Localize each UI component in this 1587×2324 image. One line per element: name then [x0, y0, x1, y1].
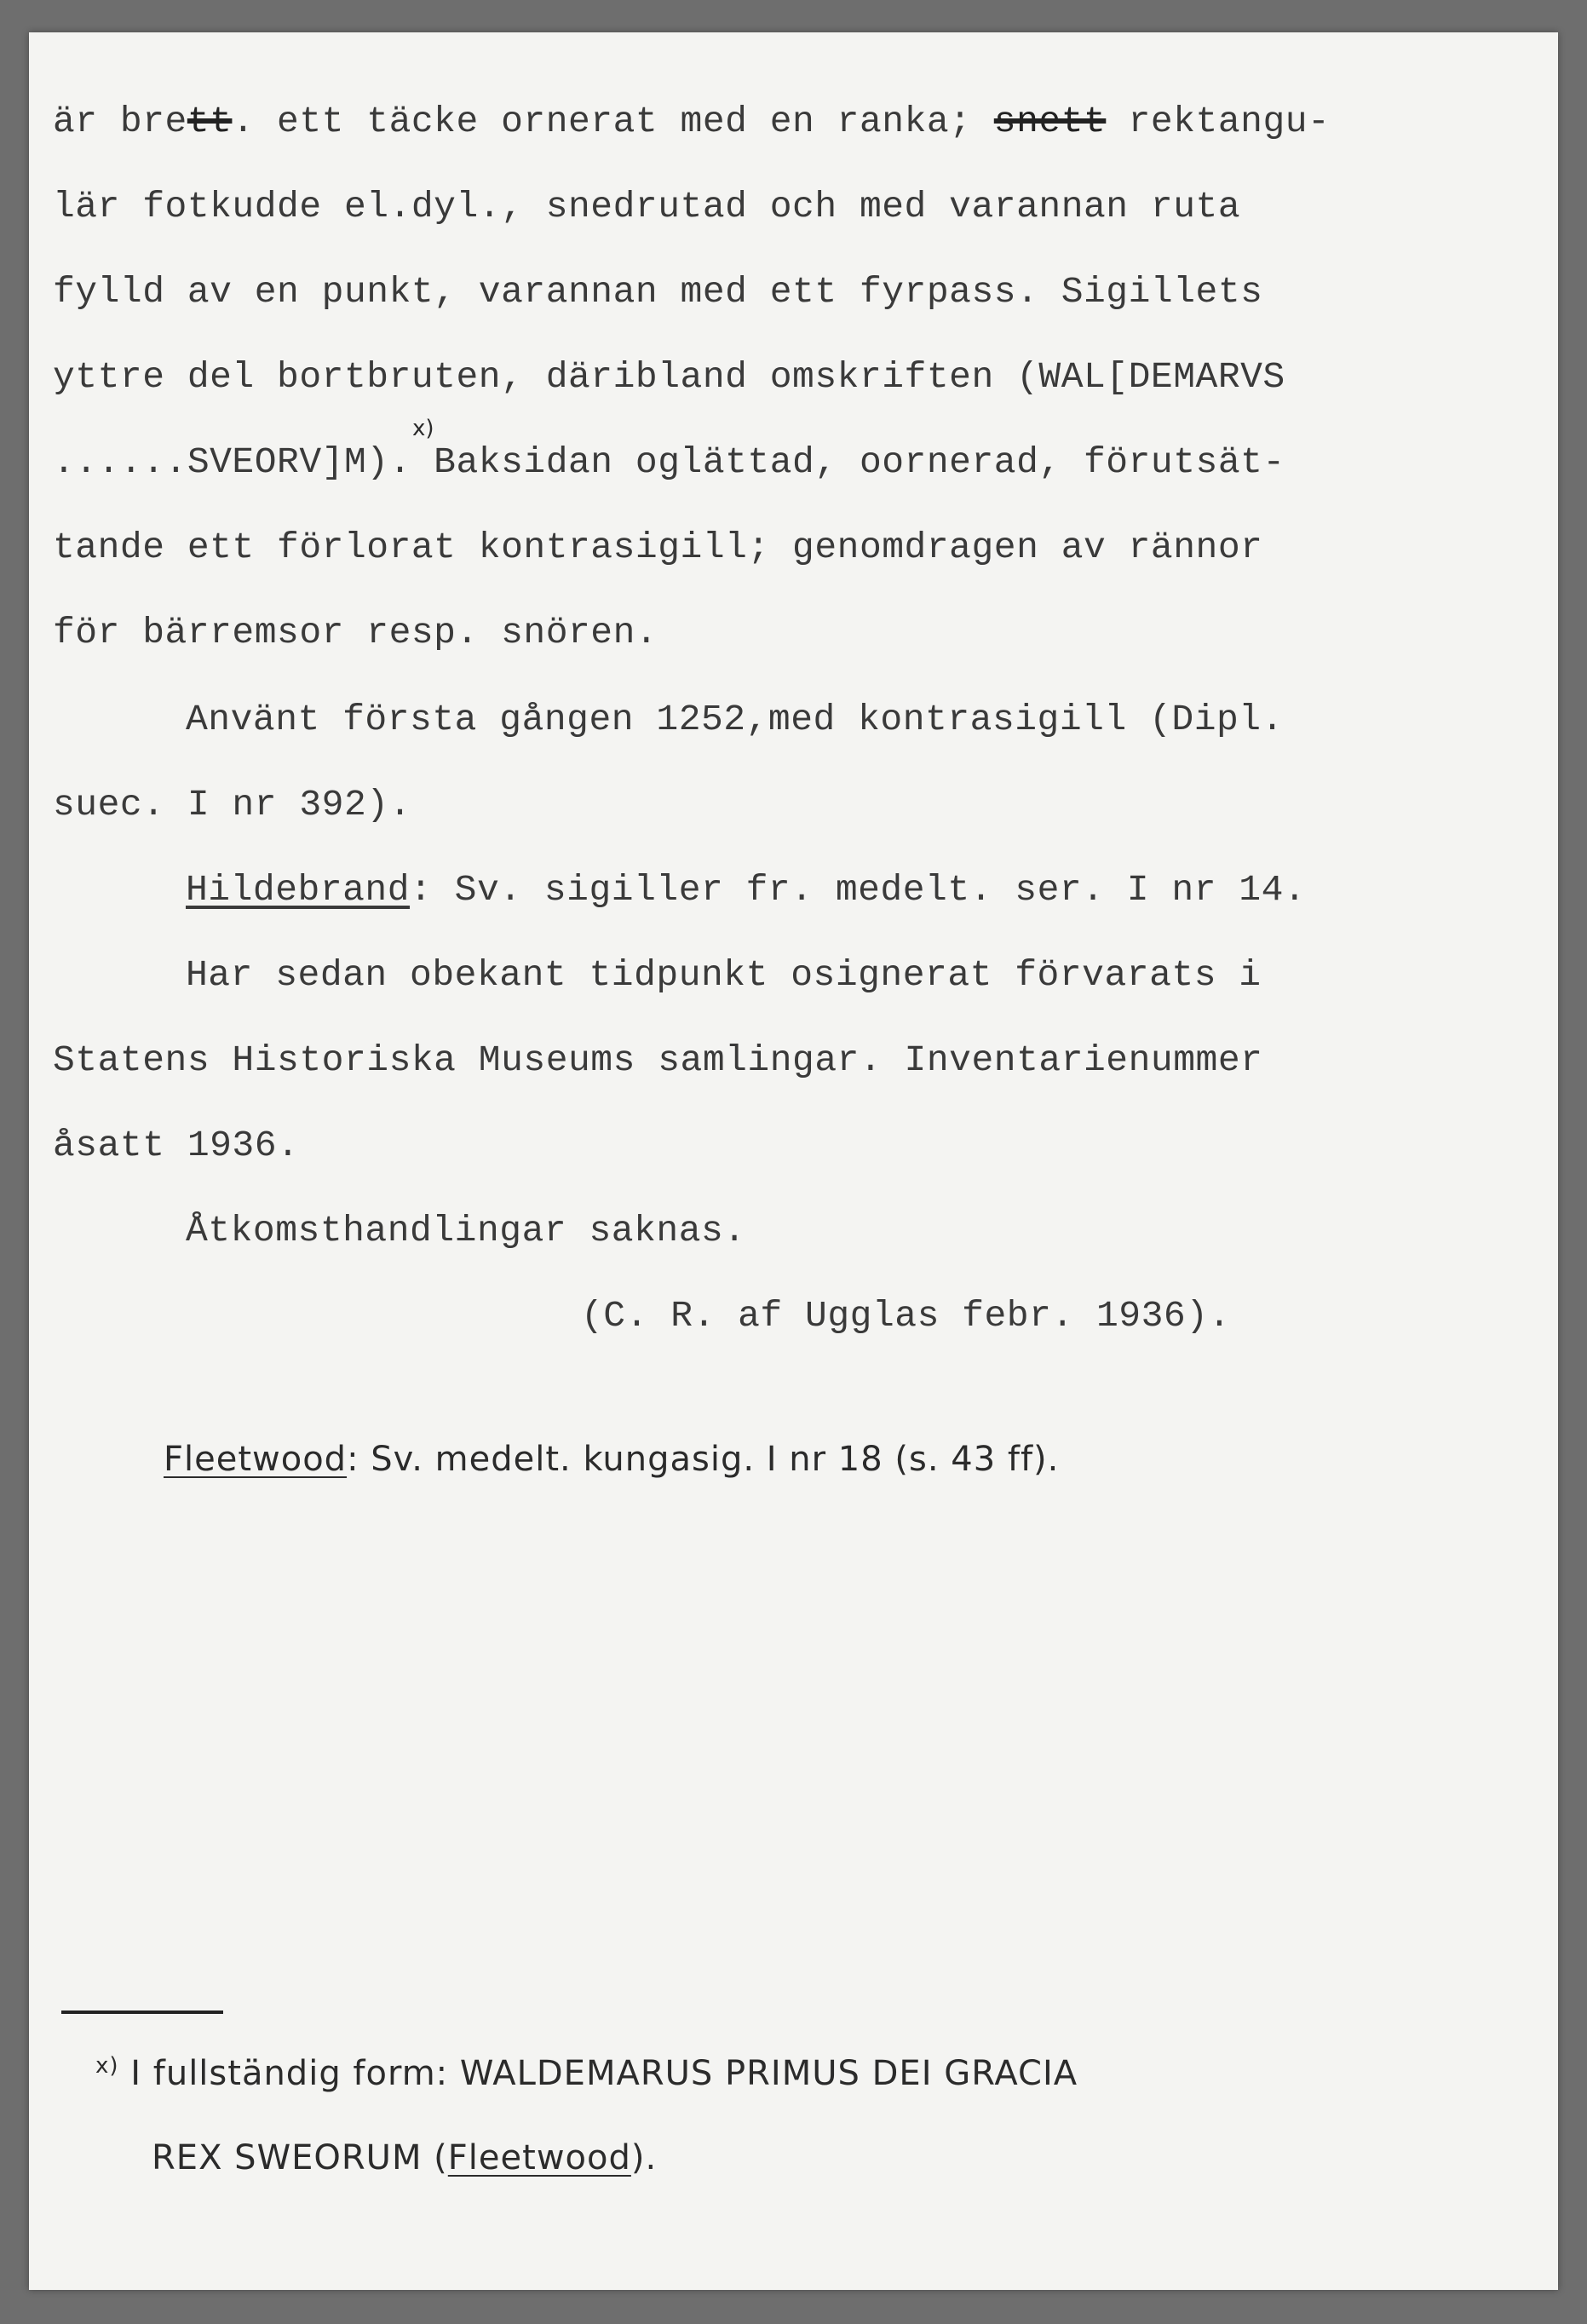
typed-line-13: åsatt 1936.: [53, 1125, 300, 1166]
handwritten-reference: [164, 1440, 1059, 1479]
footnote-rule: [61, 2010, 223, 2014]
text-segment: rektangu-: [1106, 101, 1331, 142]
footnote-marker: x): [412, 416, 434, 441]
typed-line-2: lär fotkudde el.dyl., snedrutad och med varannan ruta: [53, 186, 1241, 227]
handwritten-footnote-line-1: [95, 2053, 1078, 2093]
text-segment: REX SWEORUM (: [152, 2138, 448, 2177]
text-segment: : Sv. medelt. kungasig. I nr 18 (s. 43 ff).: [347, 1440, 1060, 1479]
struck-text: snett: [993, 101, 1107, 142]
typed-line-8: Använt första gången 1252,med kontrasigill (Dipl.: [186, 699, 1284, 740]
text-segment: ).: [630, 2138, 658, 2177]
typed-line-12: Statens Historiska Museums samlingar. Inventarienummer: [53, 1039, 1263, 1081]
handwritten-footnote-line-2: [152, 2138, 657, 2177]
typed-line-4: yttre del bortbruten, däribland omskriften (WAL[DEMARVS: [53, 356, 1285, 398]
typed-line-5: ......SVEORV]M). Baksidan oglättad, oornerad, förutsät-: [53, 441, 1285, 483]
underlined-author: Fleetwood: [447, 2138, 631, 2177]
footnote-marker: x): [95, 2053, 119, 2079]
typed-line-14: Åtkomsthandlingar saknas.: [186, 1210, 746, 1251]
typed-line-6: tande ett förlorat kontrasigill; genomdragen av rännor: [53, 526, 1263, 568]
typed-line-11: Har sedan obekant tidpunkt osignerat förvarats i: [186, 954, 1262, 996]
text-segment: . ett täcke ornerat med en ranka;: [232, 101, 994, 142]
typed-line-15: (C. R. af Ugglas febr. 1936).: [581, 1295, 1231, 1337]
underlined-author: Fleetwood: [164, 1440, 348, 1479]
typed-line-7: för bärremsor resp. snören.: [53, 612, 658, 653]
typed-line-1: [53, 101, 1330, 142]
text-segment: : Sv. sigiller fr. medelt. ser. I nr 14.: [410, 869, 1307, 911]
typed-line-9: suec. I nr 392).: [53, 784, 411, 825]
struck-text: tt: [187, 101, 233, 142]
text-segment: I fullständig form: WALDEMARUS PRIMUS DEI GRACIA: [130, 2054, 1078, 2093]
typed-line-10: [186, 869, 1306, 911]
text-segment: är bre: [53, 101, 187, 142]
underlined-author: Hildebrand: [186, 869, 411, 911]
typed-line-3: fylld av en punkt, varannan med ett fyrpass. Sigillets: [53, 271, 1263, 313]
